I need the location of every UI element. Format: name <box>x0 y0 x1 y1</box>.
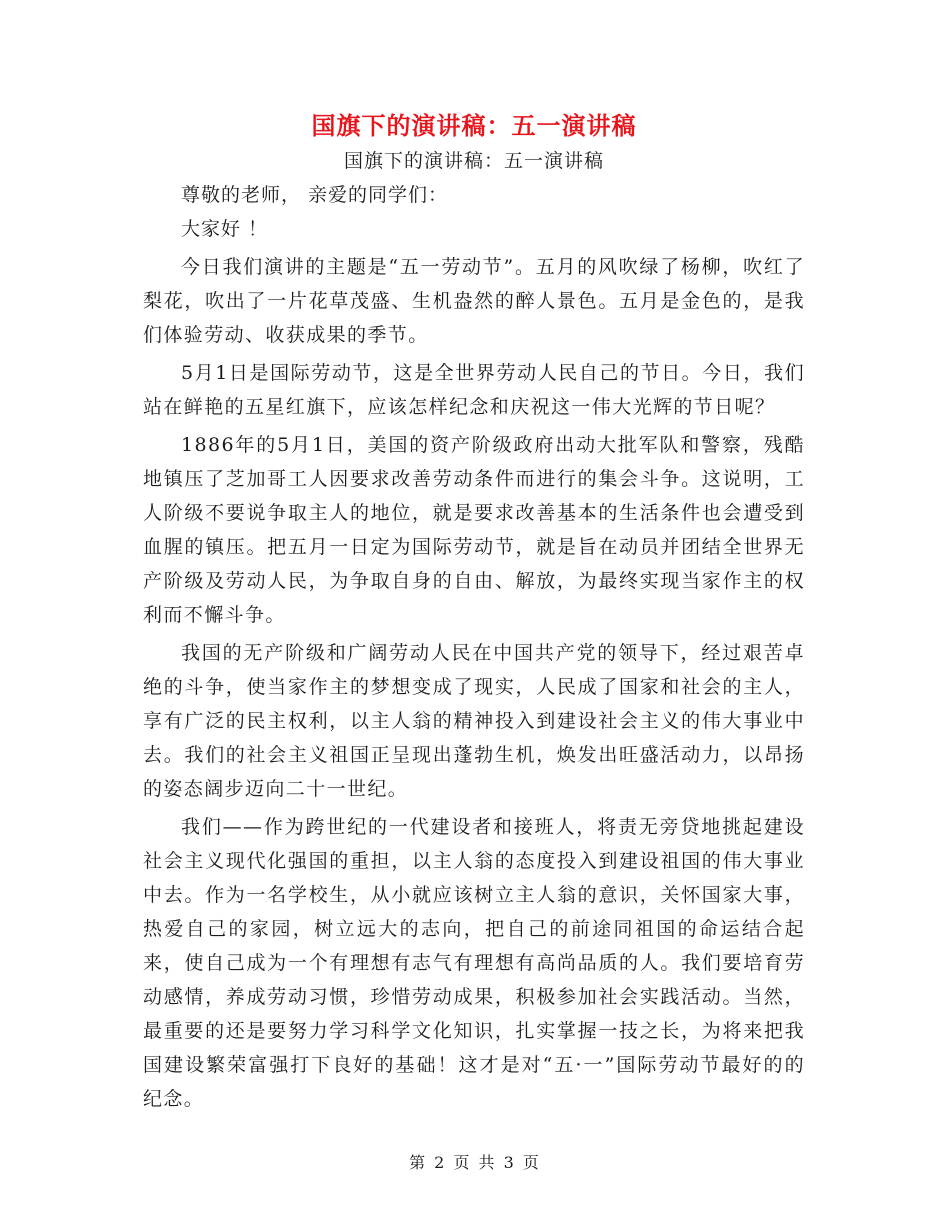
body-paragraph: 1886年的5月1日，美国的资产阶级政府出动大批军队和警察，残酷地镇压了芝加哥工人因要求改善劳动条件而进行的集会斗争。这说明，工人阶级不要说争取主人的地位，就是要求改善基本的生活条件也会遭受到血腥的镇压。把五月一日定为国际劳动节，就是旨在动员并团结全世界无产阶级及劳动人民，为争取自身的自由、解放，为最终实现当家作主的权利而不懈斗争。 <box>143 434 805 626</box>
document-subtitle: 国旗下的演讲稿：五一演讲稿 <box>343 150 604 172</box>
body-paragraph: 我国的无产阶级和广阔劳动人民在中国共产党的领导下，经过艰苦卓绝的斗争，使当家作主的梦想变成了现实，人民成了国家和社会的主人，享有广泛的民主权利，以主人翁的精神投入到建设社会主义的伟大事业中去。我们的社会主义祖国正呈现出蓬勃生机，焕发出旺盛活动力，以昂扬的姿态阔步迈向二十一世纪。 <box>143 642 805 800</box>
body-paragraph: 我们——作为跨世纪的一代建设者和接班人，将责无旁贷地挑起建设社会主义现代化强国的重担，以主人翁的态度投入到建设祖国的伟大事业中去。作为一名学校生，从小就应该树立主人翁的意识，关怀国家大事，热爱自己的家园，树立远大的志向，把自己的前途同祖国的命运结合起来，使自己成为一个有理想有志气有理想有高尚品质的人。我们要培育劳动感情，养成劳动习惯，珍惜劳动成果，积极参加社会实践活动。当然，最重要的还是要努力学习科学文化知识，扎实掌握一技之长，为将来把我国建设繁荣富强打下良好的基础！这才是对“五·一”国际劳动节最好的的纪念。 <box>143 816 805 1110</box>
body-paragraph: 今日我们演讲的主题是“五一劳动节”。五月的风吹绿了杨柳，吹红了梨花，吹出了一片花草茂盛、生机盎然的醉人景色。五月是金色的，是我们体验劳动、收获成果的季节。 <box>143 256 805 346</box>
page-footer: 第 2 页 共 3 页 <box>409 1153 541 1172</box>
salutation-paragraph: 尊敬的老师， 亲爱的同学们： <box>181 184 449 206</box>
document-page <box>143 108 805 1116</box>
body-paragraph: 5月1日是国际劳动节，这是全世界劳动人民自己的节日。今日，我们站在鲜艳的五星红旗下，应该怎样纪念和庆祝这一伟大光辉的节日呢？ <box>143 362 805 418</box>
document-title: 国旗下的演讲稿：五一演讲稿 <box>311 112 637 140</box>
greeting-paragraph: 大家好 ！ <box>181 218 269 240</box>
